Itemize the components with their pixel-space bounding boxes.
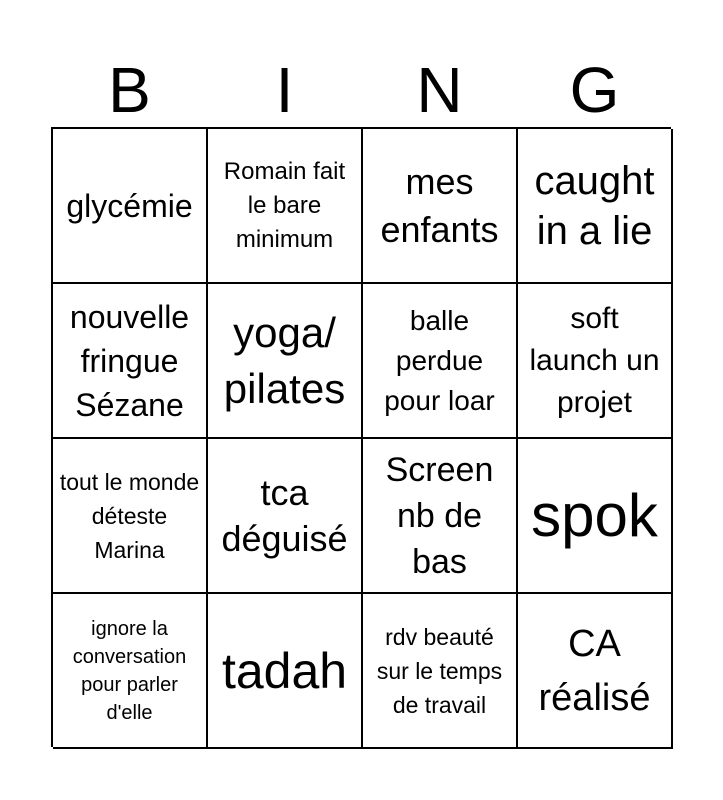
- cell-text: yoga/ pilates: [223, 308, 346, 412]
- cell-text: Screen nb de bas: [385, 450, 494, 581]
- cell-text: tadah: [221, 642, 348, 699]
- bingo-board: [51, 127, 671, 747]
- cell-text: Romain fait le bare minimum: [223, 157, 346, 253]
- bingo-cell[interactable]: [53, 439, 208, 594]
- bingo-cell[interactable]: [208, 129, 363, 284]
- bingo-cell[interactable]: [363, 129, 518, 284]
- cell-text: spok: [531, 481, 658, 549]
- bingo-cell[interactable]: [518, 129, 673, 284]
- header-letter-i: I: [275, 54, 294, 126]
- cell-text: caught in a lie: [534, 158, 655, 253]
- bingo-cell[interactable]: [208, 594, 363, 749]
- bingo-cell[interactable]: [518, 594, 673, 749]
- bingo-cell[interactable]: [518, 439, 673, 594]
- cell-text: tca déguisé: [221, 471, 348, 559]
- header-letter-g: G: [569, 54, 620, 126]
- bingo-cell[interactable]: [363, 594, 518, 749]
- bingo-cell[interactable]: [208, 284, 363, 439]
- header-letter-b: B: [108, 54, 151, 126]
- cell-text: ignore la conversation pour parler d'elle: [72, 617, 187, 724]
- cell-text: CA réalisé: [538, 622, 651, 719]
- header-letter-n: N: [416, 54, 463, 126]
- bingo-cell[interactable]: [53, 129, 208, 284]
- cell-text: tout le monde déteste Marina: [59, 468, 200, 563]
- bingo-cell[interactable]: [208, 439, 363, 594]
- cell-text: soft launch un projet: [529, 301, 660, 419]
- cell-text: glycémie: [66, 187, 193, 224]
- bingo-cell[interactable]: [363, 439, 518, 594]
- cell-text: balle perdue pour loar: [384, 304, 495, 416]
- cell-text: nouvelle fringue Sézane: [69, 298, 190, 423]
- bingo-cell[interactable]: [363, 284, 518, 439]
- cell-text: mes enfants: [380, 160, 499, 250]
- bingo-cell[interactable]: [518, 284, 673, 439]
- bingo-header: [52, 52, 672, 128]
- bingo-cell[interactable]: [53, 594, 208, 749]
- bingo-cell[interactable]: [53, 284, 208, 439]
- cell-text: rdv beauté sur le temps de travail: [376, 623, 503, 718]
